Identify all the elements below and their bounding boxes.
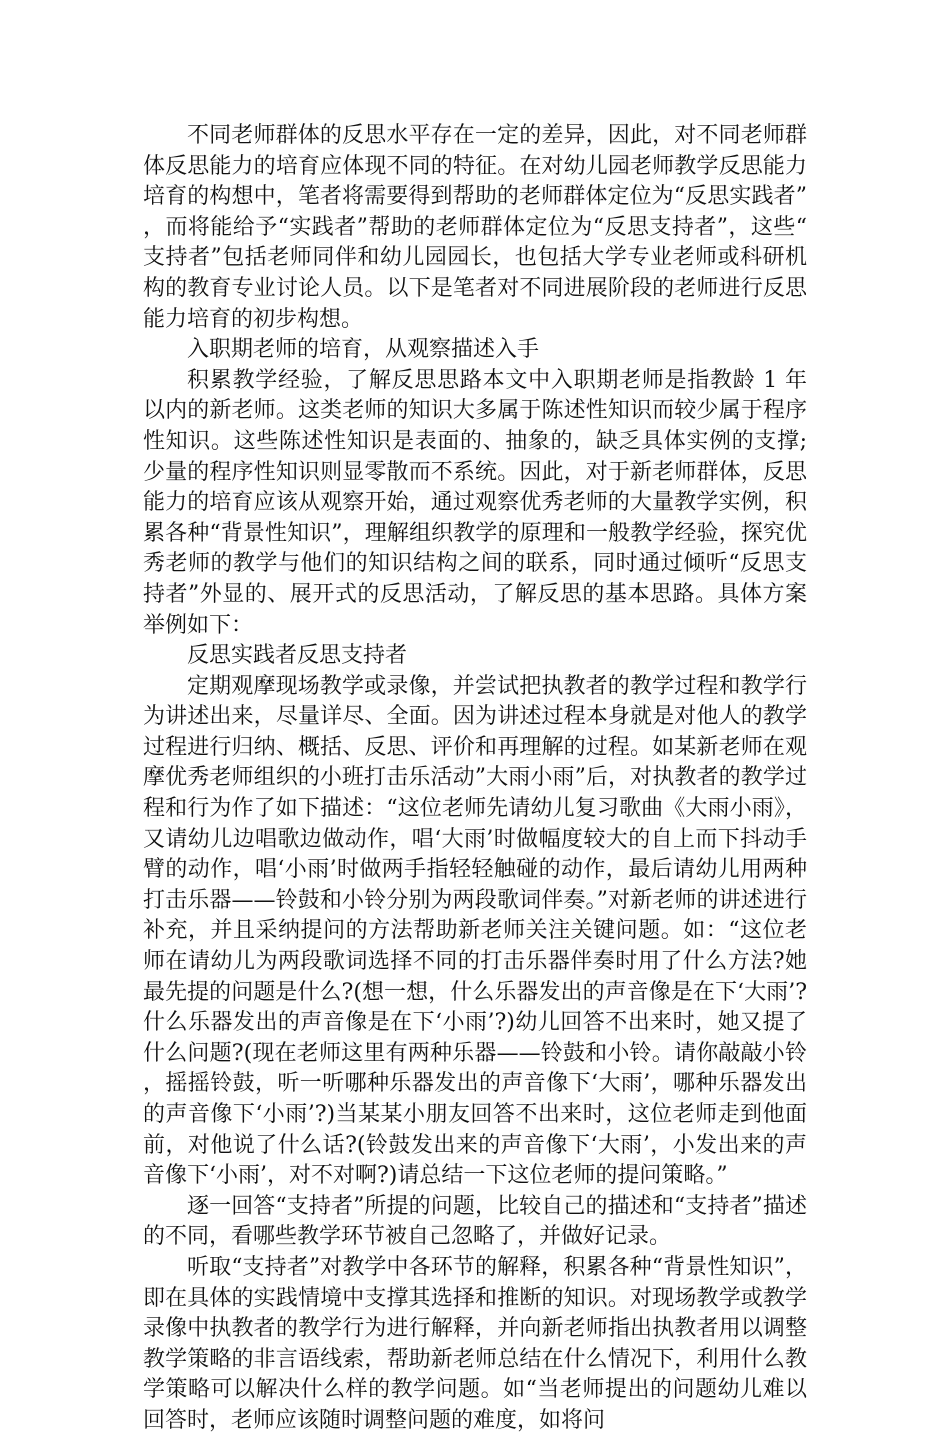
section-heading-entry-stage: 入职期老师的培育，从观察描述入手 [187,337,540,363]
paragraph-answer-questions: 逐一回答“支持者”所提的问题，比较自己的描述和“支持者”描述的不同，看哪些教学环节被自己忽略了，并做好记录。 [143,1193,807,1250]
paragraph-entry-stage: 积累教学经验，了解反思思路本文中入职期老师是指教龄 1 年以内的新老师。这类老师的知识大多属于陈述性知识而较少属于程序性知识。这些陈述性知识是表面的、抽象的，缺乏具体实例的支撑;少量的程序性知识则显零散而不系统。因此，对于新老师群体，反思能力的培育应该从观察开始，通过观察优秀老师的大量教学实例，积累各种“背景性知识”，理解组织教学的原理和一般教学经验，探究优秀老师的教学与他们的知识结构之间的联系，同时通过倾听“反思支持者”外显的、展开式的反思活动，了解反思的基本思路。具体方案举例如下： [143,367,807,638]
section-heading-practitioner-supporter: 反思实践者反思支持者 [187,643,408,669]
paragraph-intro: 不同老师群体的反思水平存在一定的差异，因此，对不同老师群体反思能力的培育应体现不同的特征。在对幼儿园老师教学反思能力培育的构想中，笔者将需要得到帮助的老师群体定位为“反思实践者”，而将能给予“实践者”帮助的老师群体定位为“反思支持者”，这些“支持者”包括老师同伴和幼儿园园长，也包括大学专业老师或科研机构的教育专业讨论人员。以下是笔者对不同进展阶段的老师进行反思能力培育的初步构想。 [143,123,807,332]
document-body [143,121,807,1437]
paragraph-listen-explanation: 听取“支持者”对教学中各环节的解释，积累各种“背景性知识”，即在具体的实践情境中支撑其选择和推断的知识。对现场教学或教学录像中执教者的教学行为进行解释，并向新老师指出执教者用以调整教学策略的非言语线索，帮助新老师总结在什么情况下，利用什么教学策略可以解决什么样的教学问题。如“当老师提出的问题幼儿难以回答时，老师应该随时调整问题的难度，如将问 [143,1254,807,1433]
paragraph-observation: 定期观摩现场教学或录像，并尝试把执教者的教学过程和教学行为讲述出来，尽量详尽、全面。因为讲述过程本身就是对他人的教学过程进行归纳、概括、反思、评价和再理解的过程。如某新老师在观摩优秀老师组织的小班打击乐活动”大雨小雨”后，对执教者的教学过程和行为作了如下描述：“这位老师先请幼儿复习歌曲《大雨小雨》，又请幼儿边唱歌边做动作，唱‘大雨’时做幅度较大的自上而下抖动手臂的动作，唱‘小雨’时做两手指轻轻触碰的动作，最后请幼儿用两种打击乐器——铃鼓和小铃分别为两段歌词伴奏。”对新老师的讲述进行补充，并且采纳提问的方法帮助新老师关注关键问题。如：“这位老师在请幼儿为两段歌词选择不同的打击乐器伴奏时用了什么方法?她最先提的问题是什么?(想一想，什么乐器发出的声音像是在下‘大雨’?什么乐器发出的声音像是在下‘小雨’?)幼儿回答不出来时，她又提了什么问题?(现在老师这里有两种乐器——铃鼓和小铃。请你敲敲小铃，摇摇铃鼓，听一听哪种乐器发出的声音像下‘大雨’，哪种乐器发出的声音像下‘小雨’?)当某某小朋友回答不出来时，这位老师走到他面前，对他说了什么话?(铃鼓发出来的声音像下‘大雨’，小发出来的声音像下‘小雨’，对不对啊?)请总结一下这位老师的提问策略。” [143,673,807,1189]
